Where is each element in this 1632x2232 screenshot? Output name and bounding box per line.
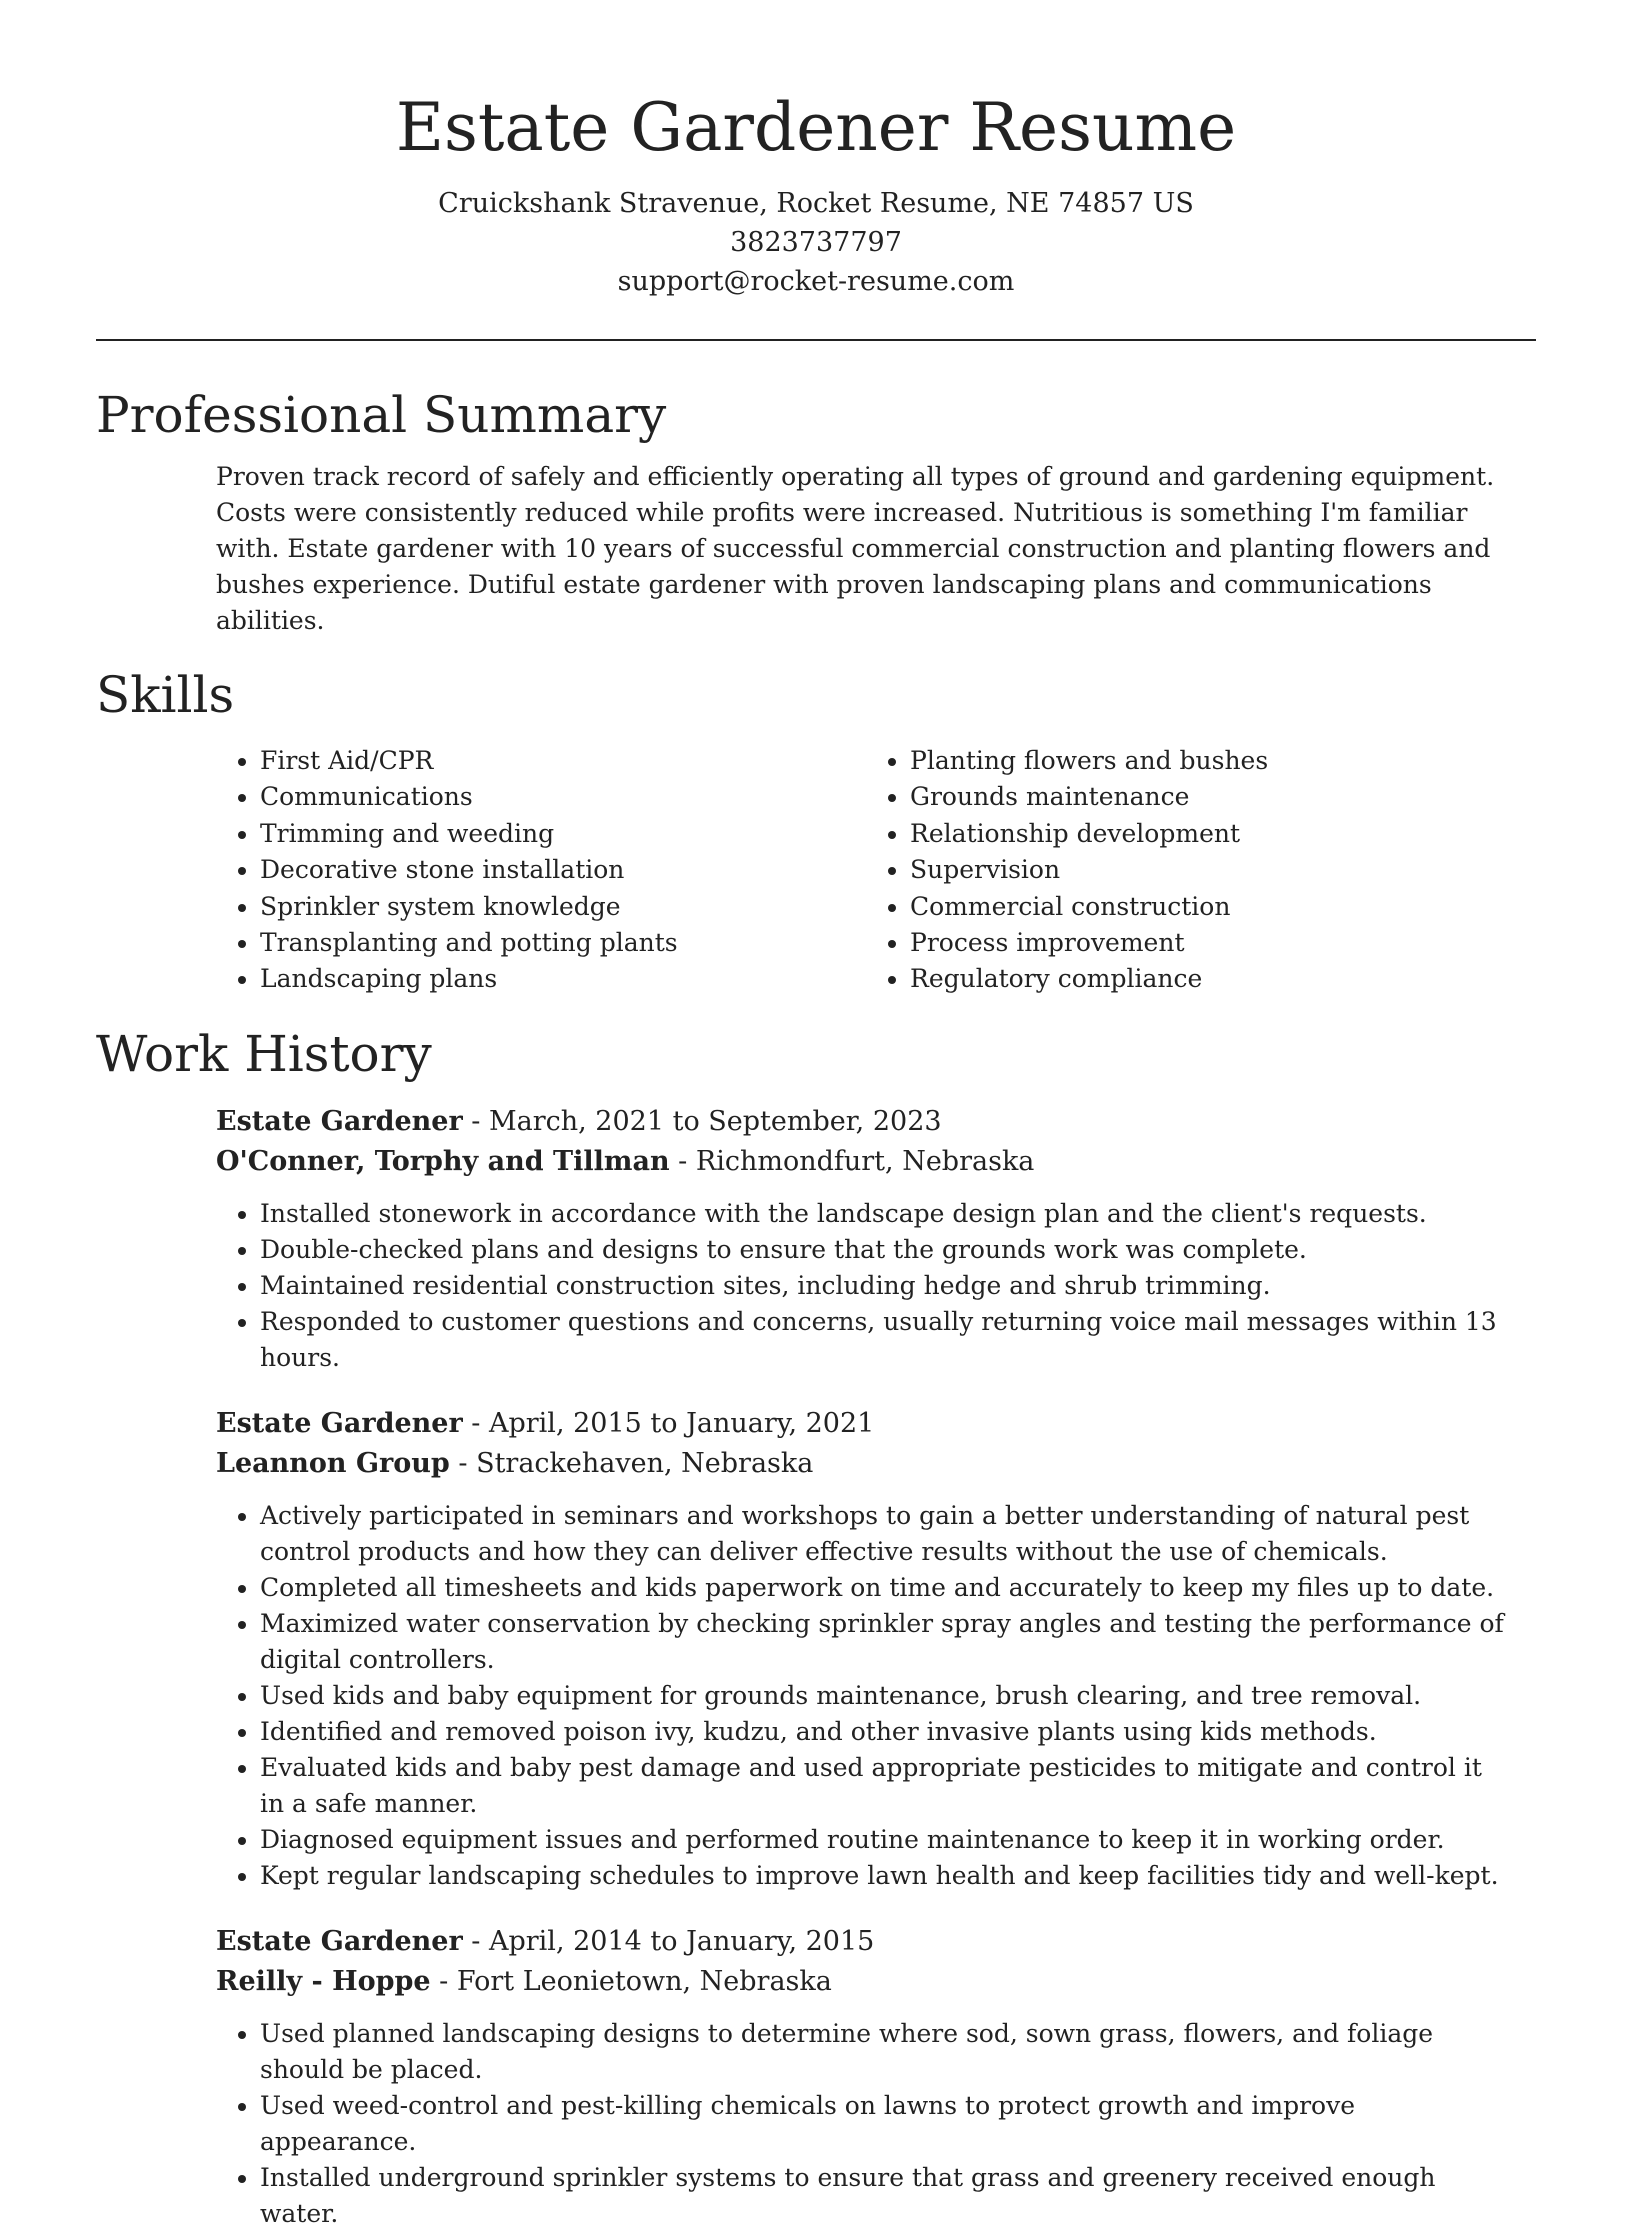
header-divider: [96, 339, 1536, 341]
work-history-heading: Work History: [96, 1024, 432, 1083]
job-bullet: • Installed stonework in accordance with the landscape design plan and the client's requests.: [260, 1196, 1516, 1232]
skill-item: • Sprinkler system knowledge: [260, 889, 866, 925]
job-bullet: • Responded to customer questions and concerns, usually returning voice mail messages within 13 hours.: [260, 1304, 1516, 1376]
skills-column-right: [866, 743, 1516, 998]
job-entry: [216, 1102, 1516, 1376]
job-title-line: [216, 1404, 1516, 1444]
job-title-line: [216, 1922, 1516, 1962]
separator: -: [678, 1145, 696, 1177]
skills-column-left: [216, 743, 866, 998]
job-bullet: • Double-checked plans and designs to ensure that the grounds work was complete.: [260, 1232, 1516, 1268]
job-bullet: • Identified and removed poison ivy, kudzu, and other invasive plants using kids methods.: [260, 1714, 1516, 1750]
contact-address: Cruickshank Stravenue, Rocket Resume, NE 74857 US: [438, 188, 1194, 219]
skill-item: • Process improvement: [910, 925, 1516, 961]
job-bullet: • Actively participated in seminars and workshops to gain a better understanding of natural pest control products and how they can deliver effective results without the use of chemicals.: [260, 1498, 1516, 1570]
skill-item: • Communications: [260, 779, 866, 815]
skill-item: • Regulatory compliance: [910, 961, 1516, 997]
job-bullets: [216, 2016, 1516, 2232]
job-company: Leannon Group: [216, 1447, 450, 1479]
skill-item: • Trimming and weeding: [260, 816, 866, 852]
job-bullets: [216, 1196, 1516, 1376]
job-company-line: [216, 1444, 1516, 1484]
skills-list: [216, 743, 1516, 998]
job-title-line: [216, 1102, 1516, 1142]
job-company-line: [216, 1142, 1516, 1182]
skill-item: • Landscaping plans: [260, 961, 866, 997]
separator: -: [458, 1447, 477, 1479]
job-role: Estate Gardener: [216, 1105, 463, 1137]
contact-info: [96, 184, 1536, 301]
job-bullet: • Evaluated kids and baby pest damage and used appropriate pesticides to mitigate and control it in a safe manner.: [260, 1750, 1516, 1822]
skill-item: • Relationship development: [910, 816, 1516, 852]
job-role: Estate Gardener: [216, 1925, 463, 1957]
job-bullet: • Used kids and baby equipment for grounds maintenance, brush clearing, and tree removal.: [260, 1678, 1516, 1714]
job-bullet: • Used weed-control and pest-killing chemicals on lawns to protect growth and improve appearance.: [260, 2088, 1516, 2160]
job-bullets: [216, 1498, 1516, 1894]
separator: -: [471, 1925, 489, 1957]
job-entry: [216, 1922, 1516, 2232]
job-company-line: [216, 1962, 1516, 2002]
job-bullet: • Completed all timesheets and kids paperwork on time and accurately to keep my files up to date.: [260, 1570, 1516, 1606]
skill-item: • Decorative stone installation: [260, 852, 866, 888]
job-dates: April, 2014 to January, 2015: [488, 1925, 875, 1957]
job-bullet: • Diagnosed equipment issues and performed routine maintenance to keep it in working order.: [260, 1822, 1516, 1858]
skill-item: • First Aid/CPR: [260, 743, 866, 779]
skill-item: • Commercial construction: [910, 889, 1516, 925]
skill-item: • Grounds maintenance: [910, 779, 1516, 815]
summary-heading: Professional Summary: [96, 386, 667, 444]
summary-text: Proven track record of safely and efficiently operating all types of ground and gardening equipment. Costs were consistently reduced while profits were increased. Nutritious is something I'm familiar with. Estate gardener with 10 years of successful commercial construction and planting flowers and bushes experience. Dutiful estate gardener with proven landscaping plans and communications abilities.: [216, 462, 1495, 635]
job-bullet: • Kept regular landscaping schedules to improve lawn health and keep facilities tidy and well-kept.: [260, 1858, 1516, 1894]
job-company: O'Conner, Torphy and Tillman: [216, 1145, 670, 1177]
resume-header: [96, 0, 1536, 301]
separator: -: [471, 1105, 489, 1137]
resume-title: Estate Gardener Resume: [395, 89, 1237, 166]
skills-heading: Skills: [96, 666, 235, 724]
job-bullet: • Used planned landscaping designs to determine where sod, sown grass, flowers, and foliage should be placed.: [260, 2016, 1516, 2088]
separator: -: [471, 1407, 489, 1439]
job-location: Strackehaven, Nebraska: [476, 1447, 814, 1479]
job-dates: April, 2015 to January, 2021: [488, 1407, 875, 1439]
job-entry: [216, 1404, 1516, 1894]
job-bullet: • Installed underground sprinkler systems to ensure that grass and greenery received enough water.: [260, 2160, 1516, 2232]
job-location: Fort Leonietown, Nebraska: [456, 1965, 832, 1997]
separator: -: [439, 1965, 457, 1997]
contact-phone: 3823737797: [730, 227, 902, 258]
skill-item: • Planting flowers and bushes: [910, 743, 1516, 779]
job-dates: March, 2021 to September, 2023: [488, 1105, 942, 1137]
contact-email: support@rocket-resume.com: [617, 266, 1015, 297]
job-bullet: • Maintained residential construction sites, including hedge and shrub trimming.: [260, 1268, 1516, 1304]
job-role: Estate Gardener: [216, 1407, 463, 1439]
job-location: Richmondfurt, Nebraska: [695, 1145, 1035, 1177]
resume-page: [96, 0, 1536, 2232]
job-bullet: • Maximized water conservation by checking sprinkler spray angles and testing the performance of digital controllers.: [260, 1606, 1516, 1678]
job-company: Reilly - Hoppe: [216, 1965, 431, 1997]
skill-item: • Transplanting and potting plants: [260, 925, 866, 961]
skill-item: • Supervision: [910, 852, 1516, 888]
